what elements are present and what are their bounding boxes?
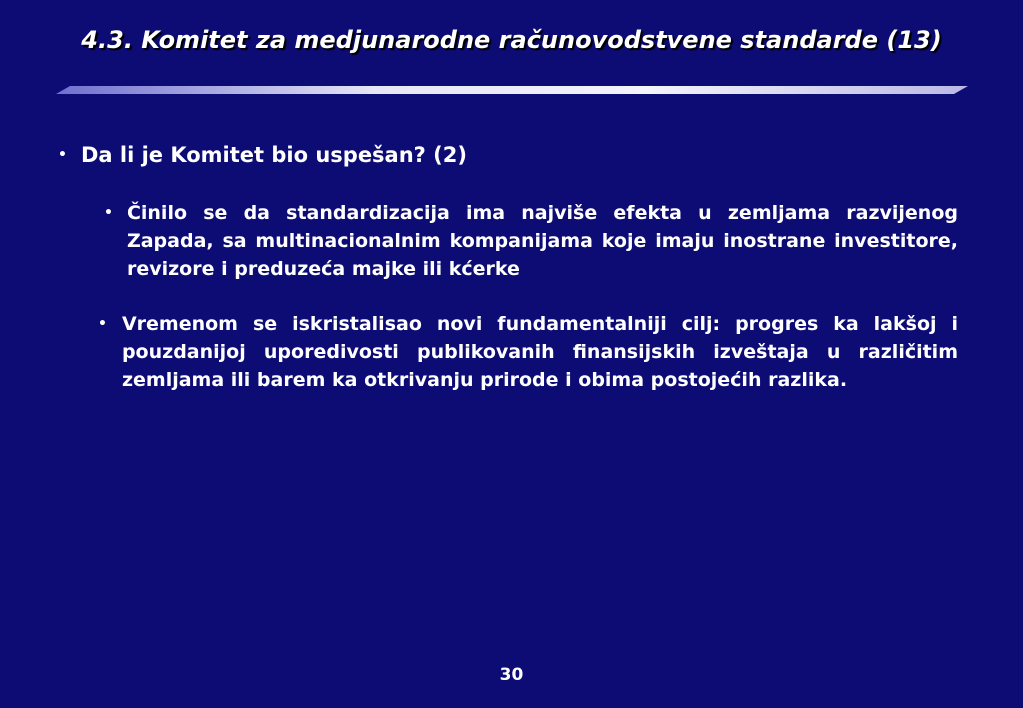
bullet-text: Da li je Komitet bio uspešan? (2) <box>80 143 467 167</box>
bullet-text: Vremenom se iskristalisao novi fundamentalniji cilj: progres ka lakšoj i pouzdanijoj uporedivosti publikovanih finansijskih izveštaja u različitim zemljama ili barem ka otkrivanju prirode i obima postojećih razlika. <box>121 313 958 391</box>
bullet-level2 <box>98 310 958 394</box>
bullet-text: Činilo se da standardizacija ima najviše efekta u zemljama razvijenog Zapada, sa multinacionalnim kompanijama koje imaju inostrane investitore, revizore i preduzeća majke ili kćerke <box>126 202 958 280</box>
bullet-level1 <box>58 140 938 170</box>
slide-title: 4.3. Komitet za medjunarodne računovodstvene standarde (13) <box>81 26 942 54</box>
bullet-icon: • <box>58 147 67 163</box>
title-divider <box>56 86 968 94</box>
bullet-level2 <box>104 199 958 283</box>
page-number: 30 <box>499 665 524 685</box>
bullet-icon: • <box>98 316 107 332</box>
bullet-icon: • <box>104 205 113 221</box>
